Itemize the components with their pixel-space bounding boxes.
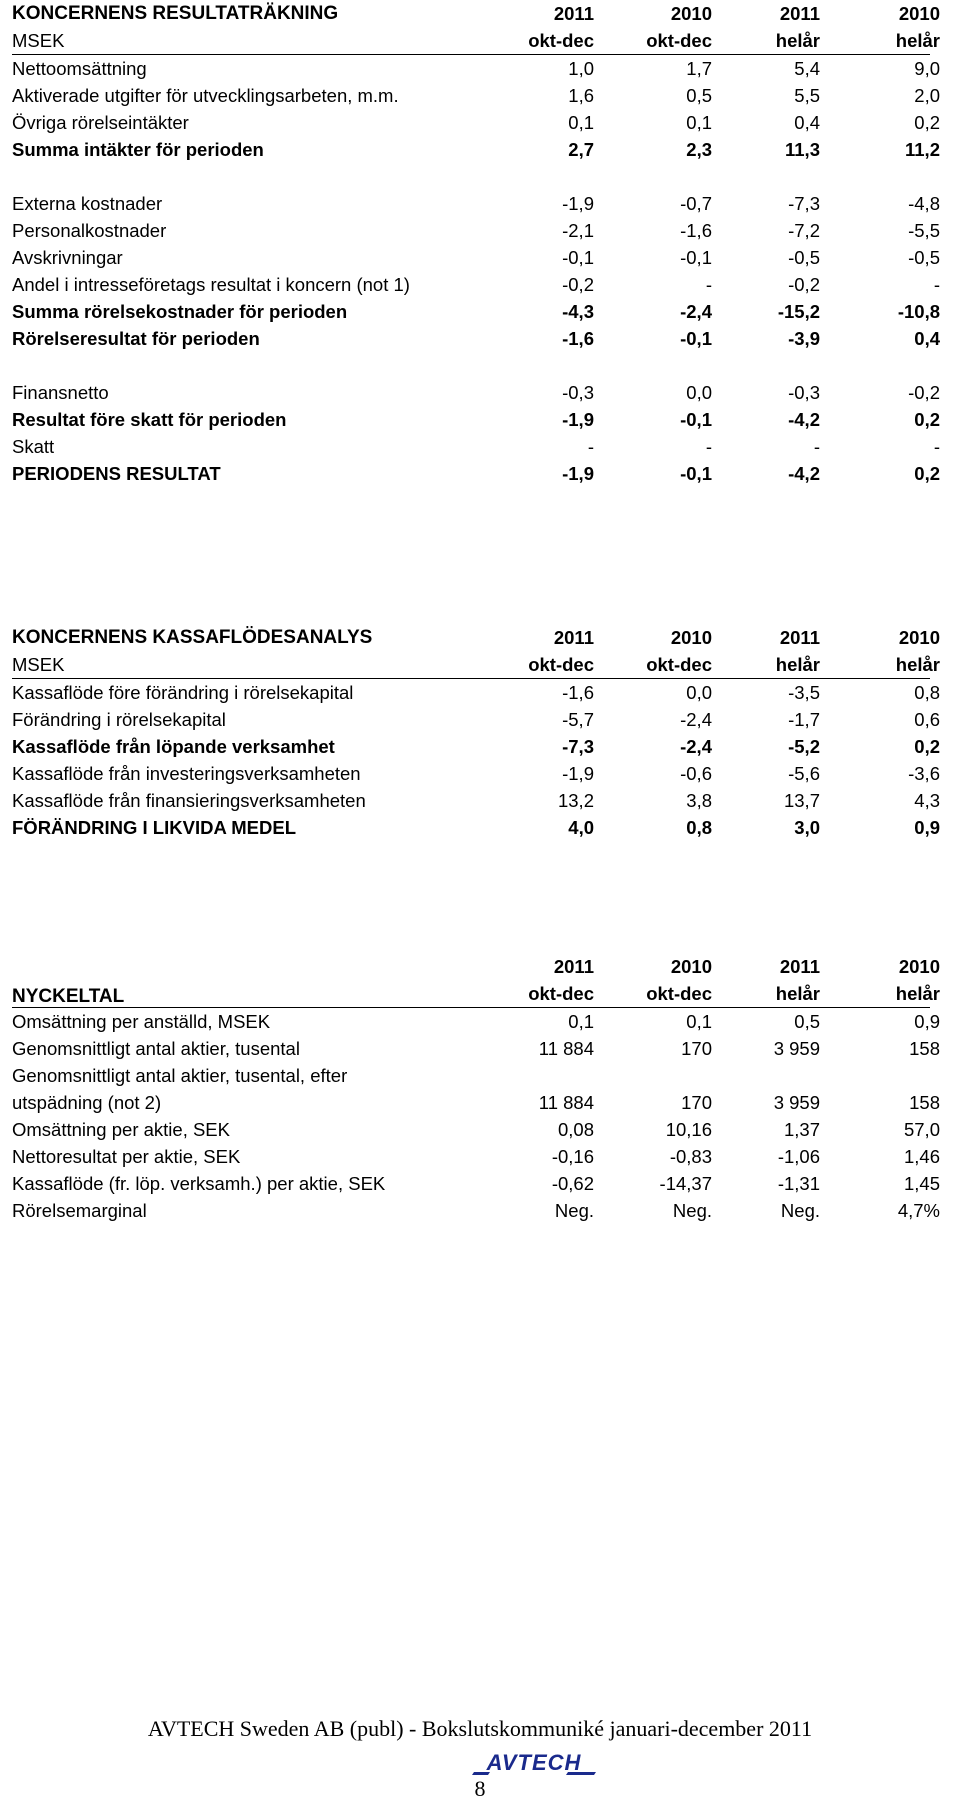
col-year: 2011 bbox=[779, 627, 820, 648]
row-value: 0,5 bbox=[794, 1011, 820, 1032]
row-value: -1,9 bbox=[562, 193, 594, 214]
col-year: 2010 bbox=[670, 3, 712, 24]
table-row bbox=[12, 733, 940, 760]
col-period: okt-dec bbox=[528, 30, 594, 51]
col-year: 2010 bbox=[898, 3, 940, 24]
cashflow-unit: MSEK bbox=[12, 654, 65, 675]
income-title: KONCERNENS RESULTATRÄKNING bbox=[12, 3, 339, 24]
row-value: -0,7 bbox=[680, 193, 712, 214]
row-value: -0,5 bbox=[788, 247, 820, 268]
col-period: helår bbox=[895, 983, 940, 1004]
col-period: okt-dec bbox=[646, 30, 712, 51]
row-value: -7,3 bbox=[562, 736, 594, 757]
income-unit: MSEK bbox=[12, 30, 65, 51]
col-period: okt-dec bbox=[528, 983, 594, 1004]
row-value: -1,6 bbox=[680, 220, 712, 241]
col-year: 2011 bbox=[779, 956, 820, 977]
row-label: Resultat före skatt för perioden bbox=[12, 409, 287, 430]
row-value: 57,0 bbox=[903, 1119, 940, 1140]
row-value: 9,0 bbox=[914, 58, 940, 79]
row-label: Aktiverade utgifter för utvecklingsarbeten, m.m. bbox=[12, 85, 399, 106]
col-period: helår bbox=[775, 983, 820, 1004]
col-period: helår bbox=[895, 654, 940, 675]
table-row bbox=[12, 271, 940, 298]
table-row bbox=[12, 460, 940, 487]
row-label: Rörelseresultat för perioden bbox=[12, 328, 260, 349]
row-value: 13,7 bbox=[783, 790, 820, 811]
row-value: -2,1 bbox=[562, 220, 594, 241]
table-row bbox=[12, 679, 940, 706]
row-label: Summa rörelsekostnader för perioden bbox=[12, 301, 348, 322]
row-value: -7,2 bbox=[788, 220, 820, 241]
table-row bbox=[12, 1116, 940, 1143]
row-value: -1,7 bbox=[788, 709, 820, 730]
table-row bbox=[12, 379, 940, 406]
table-row bbox=[12, 1008, 940, 1035]
row-value: -3,5 bbox=[788, 682, 820, 703]
row-value: 0,1 bbox=[568, 112, 594, 133]
row-value: 5,5 bbox=[794, 85, 820, 106]
col-period: helår bbox=[775, 30, 820, 51]
row-value: -0,16 bbox=[551, 1146, 594, 1167]
table-row bbox=[12, 1035, 940, 1062]
row-value: -4,2 bbox=[788, 463, 820, 484]
table-row bbox=[12, 82, 940, 109]
row-value: -0,3 bbox=[788, 382, 820, 403]
row-value: 5,4 bbox=[794, 58, 820, 79]
table-row bbox=[12, 433, 940, 460]
row-value: -5,2 bbox=[788, 736, 820, 757]
row-value: -3,9 bbox=[788, 328, 820, 349]
income-statement bbox=[12, 0, 940, 487]
row-value: 10,16 bbox=[665, 1119, 712, 1140]
row-value: 3 959 bbox=[773, 1038, 820, 1059]
keyfigures-title: NYCKELTAL bbox=[12, 986, 125, 1007]
col-year: 2010 bbox=[670, 627, 712, 648]
row-value: 170 bbox=[681, 1038, 712, 1059]
row-label: Kassaflöde före förändring i rörelsekapital bbox=[12, 682, 354, 703]
row-value: -0,2 bbox=[908, 382, 940, 403]
row-label: Externa kostnader bbox=[12, 193, 163, 214]
row-value: -10,8 bbox=[897, 301, 940, 322]
row-value: 0,0 bbox=[686, 682, 712, 703]
row-value: - bbox=[933, 274, 940, 295]
table-row bbox=[12, 1062, 930, 1089]
row-value: 11,2 bbox=[905, 139, 940, 160]
row-spacer bbox=[12, 163, 930, 190]
footer-text: AVTECH Sweden AB (publ) - Bokslutskommuniké januari-december 2011 bbox=[147, 1716, 813, 1741]
table-row bbox=[12, 190, 940, 217]
col-year: 2011 bbox=[779, 3, 820, 24]
row-spacer bbox=[12, 352, 930, 379]
row-value: -0,1 bbox=[562, 247, 594, 268]
col-year: 2010 bbox=[898, 956, 940, 977]
row-label: Summa intäkter för perioden bbox=[12, 139, 264, 160]
row-value: -1,6 bbox=[562, 682, 594, 703]
row-value: - bbox=[705, 436, 712, 457]
row-value: 3,0 bbox=[794, 817, 820, 838]
row-label: Personalkostnader bbox=[12, 220, 167, 241]
avtech-logo bbox=[468, 1750, 600, 1776]
row-value: 170 bbox=[681, 1092, 712, 1113]
row-value: -1,9 bbox=[562, 409, 594, 430]
row-value: -4,8 bbox=[908, 193, 940, 214]
row-value: 1,37 bbox=[783, 1119, 820, 1140]
row-value: 1,0 bbox=[568, 58, 594, 79]
row-value: -14,37 bbox=[659, 1173, 712, 1194]
row-value: -4,3 bbox=[562, 301, 594, 322]
row-value: 11 884 bbox=[538, 1038, 594, 1059]
col-year: 2011 bbox=[553, 956, 594, 977]
row-value: -0,1 bbox=[680, 328, 712, 349]
row-label: Genomsnittligt antal aktier, tusental bbox=[12, 1038, 300, 1059]
row-value: 3 959 bbox=[773, 1092, 820, 1113]
table-row bbox=[12, 55, 940, 82]
row-value: 0,0 bbox=[686, 382, 712, 403]
income-header bbox=[12, 0, 940, 55]
row-label: Avskrivningar bbox=[12, 247, 123, 268]
logo-text: AVTECH bbox=[486, 1750, 582, 1775]
row-label: Nettoomsättning bbox=[12, 58, 147, 79]
row-label: Omsättning per anställd, MSEK bbox=[12, 1011, 271, 1032]
row-value: 1,7 bbox=[686, 58, 712, 79]
row-label: Skatt bbox=[12, 436, 55, 457]
row-label: Kassaflöde från finansieringsverksamheten bbox=[12, 790, 366, 811]
table-row bbox=[12, 787, 940, 814]
row-value: 4,7% bbox=[897, 1200, 940, 1221]
row-label: Omsättning per aktie, SEK bbox=[12, 1119, 230, 1140]
table-row bbox=[12, 1170, 940, 1197]
row-label: Andel i intresseföretags resultat i koncern (not 1) bbox=[12, 274, 410, 295]
row-value: Neg. bbox=[672, 1200, 712, 1221]
col-period: helår bbox=[775, 654, 820, 675]
row-value: -7,3 bbox=[788, 193, 820, 214]
row-value: 1,6 bbox=[568, 85, 594, 106]
row-label: Rörelsemarginal bbox=[12, 1200, 147, 1221]
row-value: -0,62 bbox=[551, 1173, 594, 1194]
row-value: 0,4 bbox=[914, 328, 940, 349]
row-value: -0,1 bbox=[680, 247, 712, 268]
row-value: -3,6 bbox=[908, 763, 940, 784]
cashflow-statement bbox=[12, 624, 940, 841]
col-period: okt-dec bbox=[646, 983, 712, 1004]
row-value: -15,2 bbox=[777, 301, 820, 322]
row-value: -2,4 bbox=[680, 709, 712, 730]
table-row bbox=[12, 1197, 940, 1224]
row-value: 0,5 bbox=[686, 85, 712, 106]
row-value: 0,8 bbox=[914, 682, 940, 703]
row-value: -1,6 bbox=[562, 328, 594, 349]
row-value: 0,1 bbox=[686, 1011, 712, 1032]
row-value: -0,2 bbox=[562, 274, 594, 295]
row-value: 0,2 bbox=[914, 112, 940, 133]
keyfigures-rows bbox=[12, 1008, 940, 1224]
col-period: okt-dec bbox=[528, 654, 594, 675]
table-row bbox=[12, 217, 940, 244]
row-value: - bbox=[813, 436, 820, 457]
row-value: 0,1 bbox=[568, 1011, 594, 1032]
row-value: 4,3 bbox=[914, 790, 940, 811]
row-value: 2,3 bbox=[686, 139, 712, 160]
col-period: okt-dec bbox=[646, 654, 712, 675]
row-value: -0,6 bbox=[680, 763, 712, 784]
row-value: 158 bbox=[909, 1038, 940, 1059]
row-value: 2,7 bbox=[568, 139, 594, 160]
row-value: 0,1 bbox=[686, 112, 712, 133]
row-value: 0,9 bbox=[914, 817, 940, 838]
row-value: -2,4 bbox=[680, 301, 712, 322]
row-value: -0,2 bbox=[788, 274, 820, 295]
row-value: - bbox=[705, 274, 712, 295]
table-row bbox=[12, 406, 940, 433]
cashflow-header bbox=[12, 624, 940, 679]
table-row bbox=[12, 814, 940, 841]
keyfigures-header bbox=[12, 953, 940, 1008]
table-row bbox=[12, 109, 940, 136]
row-value: -0,3 bbox=[562, 382, 594, 403]
table-row bbox=[12, 298, 940, 325]
row-value: 0,2 bbox=[914, 409, 940, 430]
row-value: -0,1 bbox=[680, 463, 712, 484]
col-period: helår bbox=[895, 30, 940, 51]
page-number: 8 bbox=[474, 1776, 486, 1801]
row-value: -1,9 bbox=[562, 763, 594, 784]
col-year: 2010 bbox=[898, 627, 940, 648]
row-label: Förändring i rörelsekapital bbox=[12, 709, 226, 730]
row-value: 1,45 bbox=[903, 1173, 940, 1194]
row-value: Neg. bbox=[554, 1200, 594, 1221]
row-value: -0,5 bbox=[908, 247, 940, 268]
row-value: -0,83 bbox=[669, 1146, 712, 1167]
row-value: 0,9 bbox=[914, 1011, 940, 1032]
row-label: PERIODENS RESULTAT bbox=[12, 463, 221, 484]
table-row bbox=[12, 1089, 940, 1116]
row-value: -5,6 bbox=[788, 763, 820, 784]
row-label: Finansnetto bbox=[12, 382, 109, 403]
row-value: -2,4 bbox=[680, 736, 712, 757]
row-value: 0,4 bbox=[794, 112, 820, 133]
cashflow-title: KONCERNENS KASSAFLÖDESANALYS bbox=[12, 627, 373, 648]
row-value: 0,2 bbox=[914, 736, 940, 757]
row-label: FÖRÄNDRING I LIKVIDA MEDEL bbox=[12, 817, 297, 838]
row-value: 3,8 bbox=[686, 790, 712, 811]
row-value: 0,2 bbox=[914, 463, 940, 484]
row-value: - bbox=[933, 436, 940, 457]
row-value: Neg. bbox=[780, 1200, 820, 1221]
row-value: 2,0 bbox=[914, 85, 940, 106]
table-row bbox=[12, 760, 940, 787]
row-label: Nettoresultat per aktie, SEK bbox=[12, 1146, 241, 1167]
row-value: -1,9 bbox=[562, 463, 594, 484]
table-row bbox=[12, 325, 940, 352]
row-label: utspädning (not 2) bbox=[12, 1092, 162, 1113]
row-value: 11 884 bbox=[538, 1092, 594, 1113]
row-value: -5,5 bbox=[908, 220, 940, 241]
row-value: 0,8 bbox=[686, 817, 712, 838]
col-year: 2010 bbox=[670, 956, 712, 977]
row-value: -4,2 bbox=[788, 409, 820, 430]
row-value: -0,1 bbox=[680, 409, 712, 430]
row-label: Kassaflöde från löpande verksamhet bbox=[12, 736, 335, 757]
table-row bbox=[12, 1143, 940, 1170]
row-value: 1,46 bbox=[903, 1146, 940, 1167]
row-value: 0,6 bbox=[914, 709, 940, 730]
table-row bbox=[12, 136, 940, 163]
row-value: 4,0 bbox=[568, 817, 594, 838]
table-row bbox=[12, 244, 940, 271]
col-year: 2011 bbox=[553, 3, 594, 24]
table-row bbox=[12, 706, 940, 733]
row-value: -1,06 bbox=[777, 1146, 820, 1167]
row-label: Kassaflöde (fr. löp. verksamh.) per aktie, SEK bbox=[12, 1173, 386, 1194]
col-year: 2011 bbox=[553, 627, 594, 648]
row-value: 158 bbox=[909, 1092, 940, 1113]
row-value: -1,31 bbox=[777, 1173, 820, 1194]
income-rows bbox=[12, 55, 940, 487]
cashflow-rows bbox=[12, 679, 940, 841]
row-value: 11,3 bbox=[785, 139, 820, 160]
row-label: Kassaflöde från investeringsverksamheten bbox=[12, 763, 361, 784]
key-figures bbox=[12, 953, 940, 1224]
row-value: - bbox=[587, 436, 594, 457]
row-value: 13,2 bbox=[557, 790, 594, 811]
row-value: 0,08 bbox=[557, 1119, 594, 1140]
row-label: Genomsnittligt antal aktier, tusental, efter bbox=[12, 1065, 348, 1086]
row-label: Övriga rörelseintäkter bbox=[12, 112, 189, 133]
row-value: -5,7 bbox=[562, 709, 594, 730]
